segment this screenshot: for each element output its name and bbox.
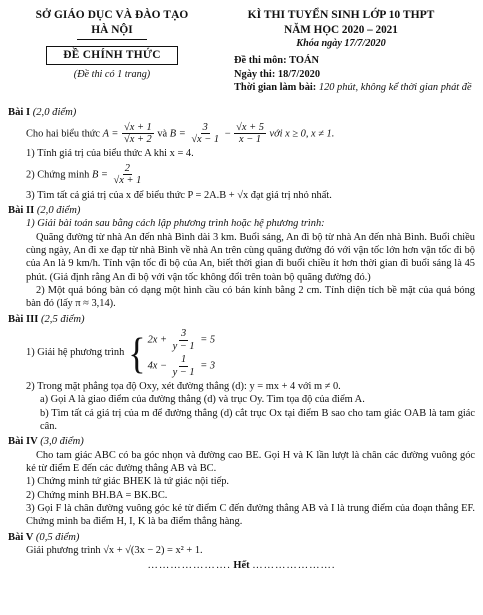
expr-b-num-1: 3	[202, 121, 208, 133]
system-brace: {	[128, 329, 146, 378]
eq1-num: 3	[181, 328, 187, 340]
bai-1-q2-lhs: B =	[91, 169, 108, 181]
org-line-2: HÀ NỘI	[91, 23, 133, 36]
minus-sign: −	[224, 127, 231, 139]
bai-2-q1-title: 1) Giải bài toán sau bằng cách lập phương trình hoặc hệ phương trình:	[26, 218, 325, 230]
bai-5-q: Giải phương trình √x + √(3x − 2) = x² + 1.	[26, 545, 203, 557]
bai-3-q1-pre: 1) Giải hệ phương trình	[26, 347, 125, 359]
bai-4-intro: Cho tam giác ABC có ba góc nhọn và đường cao BE. Gọi H và K lần lượt là chân các đường vuông góc kẻ từ điểm E đến các đường thẳng AB và BC.	[26, 449, 475, 475]
equation-1	[148, 328, 215, 352]
eq1-fraction	[171, 328, 197, 352]
time-label: Thời gian làm bài:	[234, 82, 317, 94]
bai-2-title: Bài II	[8, 204, 35, 216]
bai-5-title: Bài V	[8, 531, 34, 543]
equation-2	[148, 354, 215, 378]
section-bai-4	[8, 435, 475, 449]
expr-a-den: √x + 2	[124, 133, 152, 145]
bai-1-points: (2,0 điểm)	[32, 107, 77, 118]
bai-4-points: (3,0 điểm)	[40, 436, 84, 448]
exam-title: KÌ THI TUYỂN SINH LỚP 10 THPT	[247, 8, 435, 21]
and-word: và	[157, 127, 168, 139]
eq2-left: 4x −	[147, 360, 167, 372]
eq2-fraction	[171, 354, 197, 378]
exam-date-label: Ngày thi:	[234, 68, 276, 80]
bai-3-q2b: b) Tìm tất cả giá trị của m để đường thẳng (d) cắt trục Ox tại điểm B sao cho tam giác OAB là tam giác cân.	[40, 407, 475, 432]
section-bai-3	[8, 313, 475, 327]
subject-label: Đề thi môn:	[234, 55, 287, 67]
subject: TOÁN	[289, 55, 319, 67]
eq2-right: = 3	[200, 360, 216, 372]
bai-4-title: Bài IV	[8, 436, 38, 448]
bai-1-title: Bài I	[8, 107, 31, 118]
expr-a-num: √x + 1	[124, 121, 152, 133]
domain-condition: với x ≥ 0, x ≠ 1.	[269, 127, 335, 139]
expr-b-fraction-1	[189, 122, 221, 146]
expr-b-den-2: x − 1	[239, 133, 262, 145]
bai-1-intro: Cho hai biểu thức	[26, 127, 101, 139]
bai-4-q2: 2) Chứng minh BH.BA = BK.BC.	[26, 489, 168, 501]
exam-date: 18/7/2020	[277, 68, 321, 80]
exam-header	[8, 6, 475, 104]
bai-3-points: (2,5 điểm)	[40, 313, 85, 325]
system-lines	[148, 328, 215, 378]
footer-dots-right: ………………….	[252, 560, 336, 572]
section-bai-1	[8, 106, 475, 120]
bai-2-q1-text: Quãng đường từ nhà An đến nhà Bình dài 3 km. Buổi sáng, An đi bộ từ nhà An đến nhà Bình. Buổi chiều cùng ngày, An đi xe đạp từ nhà Bình về nhà An trên cùng quãng đường đó với vận tốc lớn hơn vận tốc đi bộ của An là 9 km/h. Tính vận tốc đi bộ của An, biết thời gian đi buổi chiều ít hơn thời gian đi buổi sáng là 45 phút. (Giả định rằng An đi bộ với vận tốc không đổi trên toàn bộ quãng đường đó.)	[26, 231, 475, 283]
expr-b-num-2: √x + 5	[236, 121, 264, 133]
equation-system	[128, 328, 215, 378]
eq1-den: y − 1	[172, 340, 195, 352]
header-divider	[77, 39, 147, 40]
bai-1-q2-num: 2	[124, 162, 130, 174]
section-bai-5	[8, 531, 475, 545]
expr-a-name: A =	[102, 127, 119, 139]
bai-2-points: (2,0 điểm)	[36, 204, 81, 216]
bai-3-q2: 2) Trong mặt phẳng tọa độ Oxy, xét đường thẳng (d): y = mx + 4 với m ≠ 0.	[26, 380, 341, 392]
bai-5-points: (0,5 điểm)	[35, 531, 80, 543]
expr-a-fraction	[122, 122, 154, 146]
eq1-right: = 5	[200, 334, 216, 346]
exam-footer	[8, 559, 475, 572]
expr-b-name: B =	[169, 127, 186, 139]
bai-4-q1: 1) Chứng minh tứ giác BHEK là tứ giác nội tiếp.	[26, 476, 230, 488]
bai-2-q2: 2) Một quả bóng bàn có dạng một hình cầu có bán kính bằng 2 cm. Tính diện tích bề mặt của quả bóng bàn đó (lấy π ≈ 3,14).	[26, 285, 475, 310]
official-badge: ĐỀ CHÍNH THỨC	[46, 46, 178, 65]
header-left	[22, 8, 202, 81]
footer-dots-left: ………………….	[147, 560, 231, 572]
org-line-1: SỞ GIÁO DỤC VÀ ĐÀO TẠO	[35, 9, 189, 21]
bai-1-q1: 1) Tính giá trị của biểu thức A khi x = 4.	[26, 148, 194, 160]
bai-4-q3: 3) Gọi F là chân đường vuông góc kẻ từ điểm C đến đường thẳng AB và I là trung điểm của đoạn thẳng EF. Chứng minh ba điểm H, I, K là ba điểm thẳng hàng.	[26, 503, 475, 528]
bai-1-q2-pre: 2) Chứng minh	[26, 169, 90, 181]
bai-1-q2-fraction	[112, 163, 144, 187]
bai-3-q1	[8, 328, 475, 378]
bai-3-title: Bài III	[8, 313, 39, 325]
school-year: NĂM HỌC 2020 – 2021	[284, 23, 398, 36]
bai-1-q3: 3) Tìm tất cả giá trị của x để biểu thức P = 2A.B + √x đạt giá trị nhỏ nhất.	[26, 189, 332, 201]
section-bai-2	[8, 204, 475, 218]
bai-1-q2	[8, 163, 475, 187]
eq2-num: 1	[181, 354, 187, 366]
header-right	[206, 8, 476, 95]
pages-note: (Đề thi có 1 trang)	[73, 68, 151, 80]
eq1-left: 2x +	[147, 334, 167, 346]
exam-meta	[234, 54, 476, 95]
bai-1-q2-den: √x + 1	[113, 175, 142, 187]
bai-3-q2a: a) Gọi A là giao điểm của đường thẳng (d) và trục Oy. Tìm tọa độ của điểm A.	[40, 394, 365, 406]
eq2-den: y − 1	[172, 366, 195, 378]
footer-end: Hết	[233, 560, 250, 572]
expr-b-den-1: √x − 1	[191, 133, 220, 145]
time-value: 120 phút, không kể thời gian phát đề	[318, 82, 472, 94]
expr-b-fraction-2	[234, 122, 266, 146]
bai-1-expressions	[8, 122, 475, 146]
session-date: Khóa ngày 17/7/2020	[296, 38, 386, 50]
